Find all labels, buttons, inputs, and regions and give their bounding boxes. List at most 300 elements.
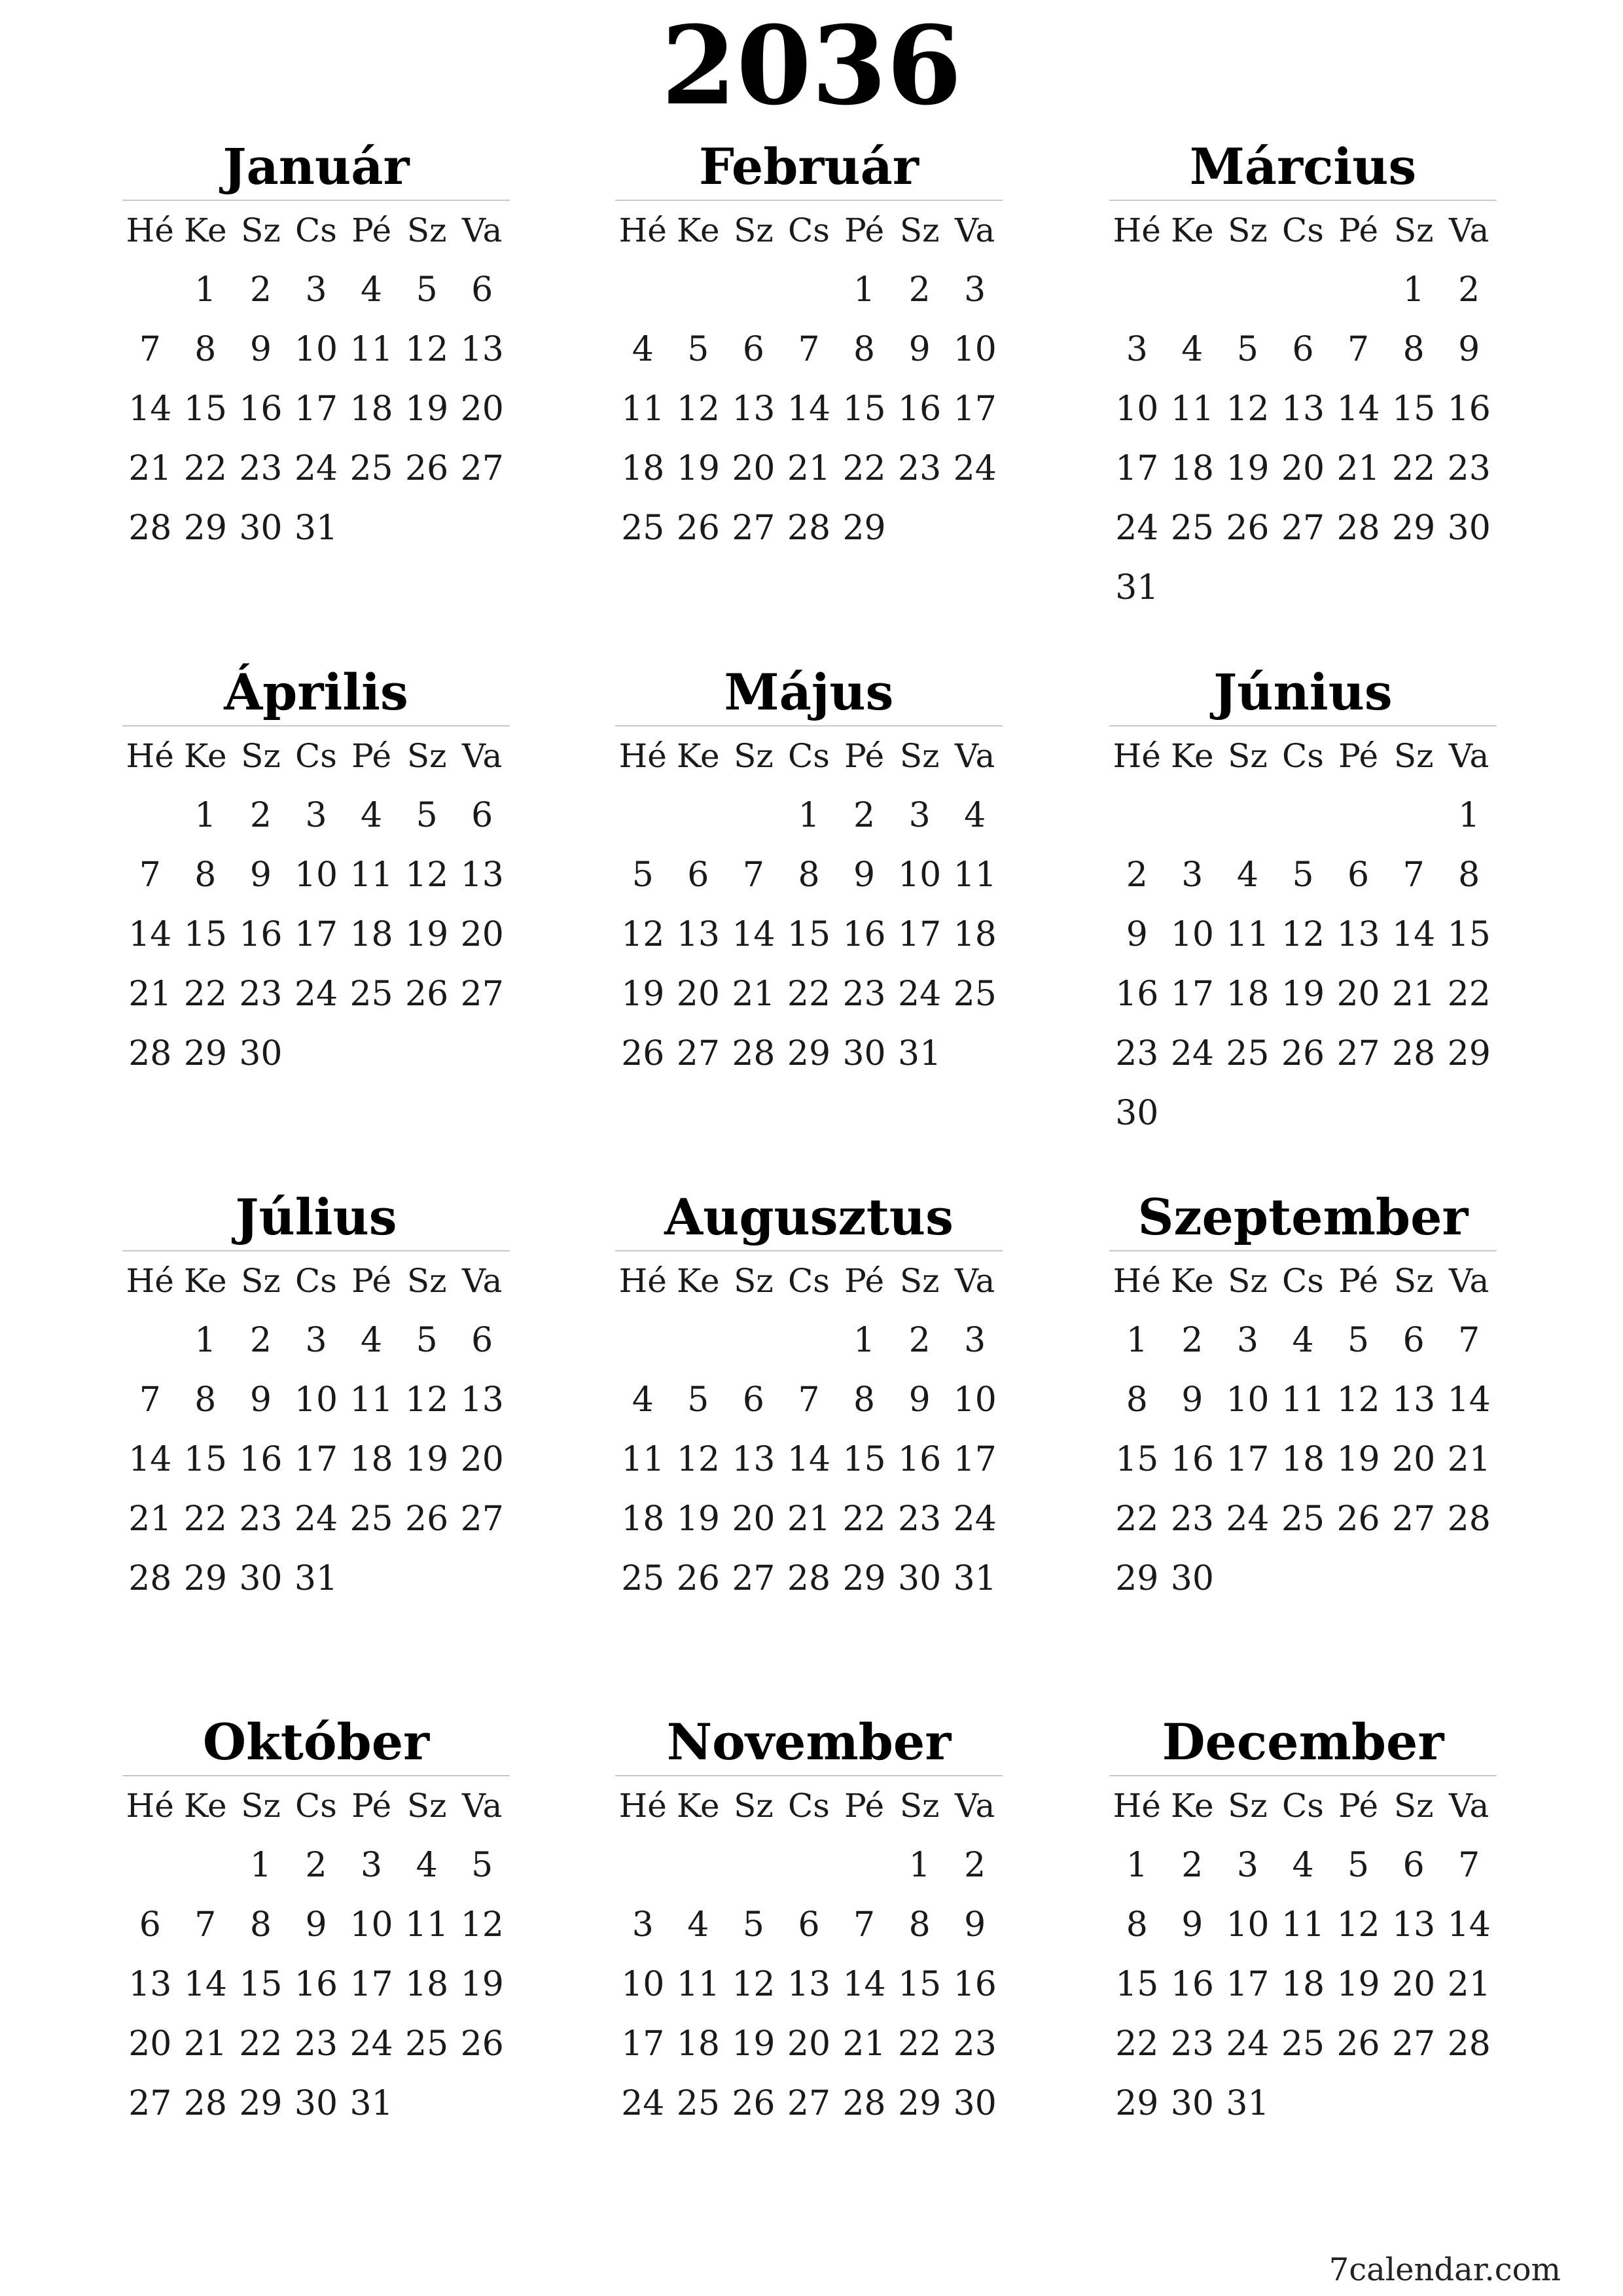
month-block bbox=[122, 1710, 510, 2134]
day-cell: 5 bbox=[471, 1846, 493, 1885]
day-cell: 14 bbox=[842, 1965, 886, 2004]
month-block bbox=[615, 660, 1003, 1084]
day-cell: 18 bbox=[1226, 975, 1270, 1014]
day-cell: 1 bbox=[1126, 1321, 1148, 1360]
day-cell: 11 bbox=[349, 855, 393, 895]
day-cell: 17 bbox=[953, 1440, 997, 1479]
weekday-header: Hé bbox=[126, 1262, 174, 1300]
day-grid bbox=[1109, 1776, 1497, 2134]
day-cell: 29 bbox=[1115, 2084, 1159, 2123]
day-cell: 21 bbox=[787, 449, 831, 488]
day-cell: 4 bbox=[1236, 855, 1258, 895]
day-cell: 3 bbox=[1236, 1846, 1258, 1885]
day-cell: 10 bbox=[349, 1905, 393, 1945]
day-cell: 5 bbox=[687, 330, 709, 369]
day-cell: 12 bbox=[405, 1380, 449, 1420]
day-cell: 5 bbox=[416, 796, 438, 835]
weekday-header: Pé bbox=[1338, 1262, 1379, 1300]
weekday-header: Hé bbox=[618, 1262, 667, 1300]
day-cell: 30 bbox=[1170, 1559, 1214, 1598]
day-cell: 14 bbox=[787, 1440, 831, 1479]
day-cell: 16 bbox=[1170, 1440, 1214, 1479]
day-cell: 26 bbox=[1336, 1499, 1380, 1539]
day-cell: 25 bbox=[676, 2084, 720, 2123]
day-cell: 1 bbox=[798, 796, 820, 835]
day-cell: 28 bbox=[1392, 1034, 1436, 1073]
day-cell: 29 bbox=[842, 509, 886, 548]
day-cell: 22 bbox=[1392, 449, 1436, 488]
day-cell: 18 bbox=[953, 915, 997, 954]
day-cell: 4 bbox=[1292, 1846, 1314, 1885]
day-cell: 4 bbox=[964, 796, 986, 835]
empty-day-cell bbox=[1330, 260, 1386, 320]
day-cell: 24 bbox=[1226, 2024, 1270, 2064]
weekday-header: Cs bbox=[1282, 1787, 1324, 1825]
day-cell: 7 bbox=[1458, 1846, 1480, 1885]
day-cell: 19 bbox=[405, 389, 449, 429]
empty-day-cell bbox=[122, 786, 178, 846]
month-title: Március bbox=[1189, 137, 1417, 196]
day-cell: 8 bbox=[798, 855, 820, 895]
day-cell: 17 bbox=[1226, 1965, 1270, 2004]
day-cell: 14 bbox=[128, 389, 172, 429]
day-cell: 30 bbox=[1170, 2084, 1214, 2123]
day-cell: 28 bbox=[732, 1034, 776, 1073]
empty-day-cell bbox=[671, 786, 726, 846]
day-cell: 13 bbox=[732, 389, 776, 429]
day-cell: 29 bbox=[183, 1034, 227, 1073]
day-cell: 6 bbox=[471, 796, 493, 835]
empty-day-cell bbox=[122, 1311, 178, 1371]
weekday-header: Cs bbox=[295, 1787, 337, 1825]
empty-day-cell bbox=[615, 786, 671, 846]
weekday-header: Cs bbox=[295, 737, 337, 775]
day-cell: 23 bbox=[898, 449, 942, 488]
day-cell: 19 bbox=[405, 1440, 449, 1479]
day-cell: 12 bbox=[405, 330, 449, 369]
day-cell: 10 bbox=[953, 1380, 997, 1420]
day-cell: 25 bbox=[953, 975, 997, 1014]
day-cell: 20 bbox=[676, 975, 720, 1014]
day-cell: 5 bbox=[742, 1905, 764, 1945]
day-cell: 30 bbox=[953, 2084, 997, 2123]
day-cell: 11 bbox=[405, 1905, 449, 1945]
weekday-header: Ke bbox=[1171, 1262, 1214, 1300]
day-cell: 10 bbox=[621, 1965, 665, 2004]
weekday-header: Pé bbox=[1338, 211, 1379, 249]
day-cell: 16 bbox=[294, 1965, 338, 2004]
day-cell: 20 bbox=[732, 1499, 776, 1539]
empty-day-cell bbox=[1275, 786, 1331, 846]
day-cell: 21 bbox=[128, 449, 172, 488]
day-cell: 27 bbox=[460, 449, 504, 488]
weekday-header: Sz bbox=[734, 1262, 774, 1300]
day-cell: 3 bbox=[361, 1846, 383, 1885]
day-cell: 15 bbox=[1447, 915, 1491, 954]
weekday-header: Pé bbox=[1338, 1787, 1379, 1825]
day-cell: 16 bbox=[898, 389, 942, 429]
day-cell: 2 bbox=[1126, 855, 1148, 895]
day-cell: 29 bbox=[842, 1559, 886, 1598]
day-cell: 28 bbox=[128, 509, 172, 548]
day-cell: 8 bbox=[1402, 330, 1425, 369]
weekday-header: Ke bbox=[184, 1262, 227, 1300]
day-cell: 1 bbox=[1458, 796, 1480, 835]
day-cell: 24 bbox=[621, 2084, 665, 2123]
day-cell: 5 bbox=[632, 855, 654, 895]
day-cell: 28 bbox=[787, 1559, 831, 1598]
weekday-header: Sz bbox=[899, 737, 940, 775]
day-cell: 25 bbox=[1226, 1034, 1270, 1073]
day-cell: 28 bbox=[842, 2084, 886, 2123]
empty-day-cell bbox=[781, 1836, 837, 1895]
month-title: November bbox=[666, 1713, 952, 1771]
day-cell: 27 bbox=[1281, 509, 1325, 548]
empty-day-cell bbox=[615, 1311, 671, 1371]
day-cell: 21 bbox=[1392, 975, 1436, 1014]
day-cell: 17 bbox=[953, 389, 997, 429]
day-cell: 23 bbox=[239, 449, 283, 488]
day-cell: 9 bbox=[908, 1380, 931, 1420]
day-cell: 20 bbox=[1392, 1440, 1436, 1479]
day-cell: 23 bbox=[1170, 2024, 1214, 2064]
day-cell: 2 bbox=[908, 270, 931, 310]
day-cell: 19 bbox=[1336, 1440, 1380, 1479]
day-cell: 18 bbox=[621, 449, 665, 488]
day-cell: 21 bbox=[787, 1499, 831, 1539]
day-cell: 26 bbox=[405, 1499, 449, 1539]
day-cell: 2 bbox=[853, 796, 876, 835]
weekday-header: Sz bbox=[734, 737, 774, 775]
day-cell: 29 bbox=[239, 2084, 283, 2123]
weekday-header: Ke bbox=[184, 737, 227, 775]
day-cell: 19 bbox=[621, 975, 665, 1014]
day-cell: 23 bbox=[1170, 1499, 1214, 1539]
day-cell: 30 bbox=[1447, 509, 1491, 548]
empty-day-cell bbox=[178, 1836, 234, 1895]
weekday-header: Ke bbox=[1171, 737, 1214, 775]
day-cell: 17 bbox=[1226, 1440, 1270, 1479]
day-cell: 22 bbox=[1447, 975, 1491, 1014]
day-cell: 3 bbox=[1126, 330, 1148, 369]
day-cell: 13 bbox=[676, 915, 720, 954]
day-cell: 12 bbox=[405, 855, 449, 895]
day-cell: 16 bbox=[898, 1440, 942, 1479]
day-cell: 31 bbox=[294, 509, 338, 548]
weekday-header: Sz bbox=[1393, 211, 1434, 249]
weekday-header: Ke bbox=[677, 1787, 720, 1825]
day-cell: 29 bbox=[1115, 1559, 1159, 1598]
day-cell: 5 bbox=[1347, 1846, 1370, 1885]
day-cell: 7 bbox=[742, 855, 764, 895]
day-cell: 3 bbox=[1181, 855, 1204, 895]
day-grid bbox=[615, 1251, 1003, 1609]
month-block bbox=[615, 1710, 1003, 2134]
weekday-header: Sz bbox=[1228, 737, 1268, 775]
day-cell: 24 bbox=[898, 975, 942, 1014]
day-cell: 26 bbox=[676, 509, 720, 548]
day-cell: 3 bbox=[964, 270, 986, 310]
day-cell: 31 bbox=[953, 1559, 997, 1598]
day-cell: 16 bbox=[1170, 1965, 1214, 2004]
day-cell: 9 bbox=[249, 330, 272, 369]
day-cell: 16 bbox=[1447, 389, 1491, 429]
day-cell: 23 bbox=[239, 1499, 283, 1539]
month-title: Július bbox=[235, 1188, 397, 1246]
weekday-header: Ke bbox=[677, 737, 720, 775]
day-cell: 2 bbox=[1181, 1846, 1204, 1885]
weekday-header: Cs bbox=[788, 1262, 830, 1300]
day-cell: 26 bbox=[1336, 2024, 1380, 2064]
day-cell: 14 bbox=[128, 915, 172, 954]
day-cell: 2 bbox=[1458, 270, 1480, 310]
day-cell: 1 bbox=[194, 270, 217, 310]
day-cell: 3 bbox=[1236, 1321, 1258, 1360]
day-cell: 25 bbox=[349, 1499, 393, 1539]
day-cell: 1 bbox=[194, 1321, 217, 1360]
day-cell: 4 bbox=[1181, 330, 1204, 369]
weekday-header: Va bbox=[462, 211, 503, 249]
day-cell: 4 bbox=[361, 1321, 383, 1360]
weekday-header: Ke bbox=[1171, 211, 1214, 249]
day-cell: 18 bbox=[676, 2024, 720, 2064]
day-cell: 3 bbox=[632, 1905, 654, 1945]
day-cell: 30 bbox=[239, 1034, 283, 1073]
day-cell: 10 bbox=[294, 855, 338, 895]
day-cell: 22 bbox=[898, 2024, 942, 2064]
day-cell: 14 bbox=[1392, 915, 1436, 954]
day-cell: 31 bbox=[294, 1559, 338, 1598]
day-cell: 23 bbox=[1447, 449, 1491, 488]
weekday-header: Va bbox=[462, 1262, 503, 1300]
day-cell: 31 bbox=[898, 1034, 942, 1073]
day-grid bbox=[122, 201, 510, 558]
day-cell: 26 bbox=[1281, 1034, 1325, 1073]
day-cell: 23 bbox=[239, 975, 283, 1014]
day-cell: 10 bbox=[1226, 1905, 1270, 1945]
day-cell: 20 bbox=[460, 389, 504, 429]
day-cell: 25 bbox=[1281, 2024, 1325, 2064]
weekday-header: Sz bbox=[241, 1262, 281, 1300]
day-cell: 17 bbox=[1115, 449, 1159, 488]
day-cell: 23 bbox=[898, 1499, 942, 1539]
weekday-header: Hé bbox=[1113, 1262, 1161, 1300]
day-cell: 26 bbox=[676, 1559, 720, 1598]
weekday-header: Pé bbox=[844, 1787, 885, 1825]
month-title: Június bbox=[1213, 663, 1393, 721]
day-cell: 6 bbox=[742, 1380, 764, 1420]
day-cell: 13 bbox=[1336, 915, 1380, 954]
empty-day-cell bbox=[122, 260, 178, 320]
day-cell: 10 bbox=[1170, 915, 1214, 954]
day-cell: 18 bbox=[349, 389, 393, 429]
day-grid bbox=[615, 726, 1003, 1084]
day-cell: 6 bbox=[1402, 1321, 1425, 1360]
day-cell: 22 bbox=[183, 1499, 227, 1539]
weekday-header: Va bbox=[1449, 211, 1489, 249]
day-cell: 16 bbox=[239, 915, 283, 954]
day-grid bbox=[615, 201, 1003, 558]
day-cell: 18 bbox=[1281, 1440, 1325, 1479]
day-cell: 9 bbox=[1126, 915, 1148, 954]
day-cell: 4 bbox=[632, 330, 654, 369]
day-cell: 13 bbox=[460, 1380, 504, 1420]
day-cell: 15 bbox=[842, 1440, 886, 1479]
day-cell: 4 bbox=[416, 1846, 438, 1885]
day-cell: 13 bbox=[1281, 389, 1325, 429]
day-cell: 20 bbox=[732, 449, 776, 488]
day-cell: 12 bbox=[460, 1905, 504, 1945]
weekday-header: Pé bbox=[351, 737, 392, 775]
day-cell: 6 bbox=[1402, 1846, 1425, 1885]
month-block bbox=[122, 660, 510, 1084]
day-cell: 23 bbox=[953, 2024, 997, 2064]
day-cell: 7 bbox=[139, 855, 161, 895]
day-cell: 14 bbox=[732, 915, 776, 954]
weekday-header: Sz bbox=[1393, 1262, 1434, 1300]
day-cell: 9 bbox=[249, 855, 272, 895]
day-cell: 5 bbox=[1347, 1321, 1370, 1360]
day-cell: 24 bbox=[294, 449, 338, 488]
empty-day-cell bbox=[671, 1311, 726, 1371]
weekday-header: Sz bbox=[241, 737, 281, 775]
day-grid bbox=[122, 726, 510, 1084]
day-cell: 1 bbox=[853, 270, 876, 310]
day-cell: 21 bbox=[842, 2024, 886, 2064]
month-title: Augusztus bbox=[664, 1188, 954, 1246]
day-cell: 26 bbox=[405, 975, 449, 1014]
month-title: Április bbox=[224, 663, 408, 721]
day-cell: 17 bbox=[1170, 975, 1214, 1014]
day-cell: 14 bbox=[128, 1440, 172, 1479]
day-cell: 22 bbox=[1115, 1499, 1159, 1539]
day-cell: 4 bbox=[632, 1380, 654, 1420]
day-cell: 27 bbox=[732, 1559, 776, 1598]
month-block bbox=[1109, 1710, 1497, 2134]
day-cell: 18 bbox=[1281, 1965, 1325, 2004]
day-cell: 21 bbox=[1336, 449, 1380, 488]
day-cell: 19 bbox=[405, 915, 449, 954]
day-cell: 16 bbox=[1115, 975, 1159, 1014]
day-cell: 14 bbox=[1336, 389, 1380, 429]
empty-day-cell bbox=[1386, 786, 1442, 846]
day-cell: 11 bbox=[349, 330, 393, 369]
day-cell: 25 bbox=[405, 2024, 449, 2064]
day-cell: 5 bbox=[1236, 330, 1258, 369]
weekday-header: Va bbox=[462, 737, 503, 775]
day-cell: 17 bbox=[349, 1965, 393, 2004]
day-cell: 20 bbox=[1392, 1965, 1436, 2004]
day-cell: 24 bbox=[294, 1499, 338, 1539]
day-cell: 13 bbox=[1392, 1905, 1436, 1945]
weekday-header: Sz bbox=[734, 211, 774, 249]
day-cell: 20 bbox=[1281, 449, 1325, 488]
day-cell: 8 bbox=[1126, 1905, 1148, 1945]
day-cell: 29 bbox=[183, 509, 227, 548]
weekday-header: Ke bbox=[184, 1787, 227, 1825]
day-cell: 31 bbox=[1226, 2084, 1270, 2123]
day-cell: 23 bbox=[842, 975, 886, 1014]
month-title: Február bbox=[699, 137, 919, 196]
day-cell: 11 bbox=[1281, 1380, 1325, 1420]
day-cell: 7 bbox=[139, 1380, 161, 1420]
empty-day-cell bbox=[1220, 260, 1275, 320]
day-cell: 15 bbox=[239, 1965, 283, 2004]
day-cell: 20 bbox=[787, 2024, 831, 2064]
weekday-header: Va bbox=[955, 1787, 995, 1825]
day-cell: 8 bbox=[1126, 1380, 1148, 1420]
weekday-header: Sz bbox=[1393, 737, 1434, 775]
day-cell: 8 bbox=[853, 330, 876, 369]
day-cell: 19 bbox=[1226, 449, 1270, 488]
day-cell: 29 bbox=[1392, 509, 1436, 548]
day-cell: 27 bbox=[1336, 1034, 1380, 1073]
day-grid bbox=[1109, 1251, 1497, 1609]
day-cell: 21 bbox=[1447, 1965, 1491, 2004]
day-cell: 27 bbox=[460, 1499, 504, 1539]
month-block bbox=[1109, 1185, 1497, 1609]
day-cell: 18 bbox=[621, 1499, 665, 1539]
day-cell: 24 bbox=[294, 975, 338, 1014]
day-cell: 27 bbox=[732, 509, 776, 548]
day-cell: 24 bbox=[349, 2024, 393, 2064]
day-cell: 20 bbox=[128, 2024, 172, 2064]
day-cell: 7 bbox=[1347, 330, 1370, 369]
day-cell: 9 bbox=[1181, 1905, 1204, 1945]
weekday-header: Ke bbox=[184, 211, 227, 249]
day-cell: 21 bbox=[128, 1499, 172, 1539]
day-cell: 12 bbox=[676, 389, 720, 429]
day-grid bbox=[1109, 201, 1497, 618]
day-cell: 8 bbox=[1458, 855, 1480, 895]
day-cell: 11 bbox=[676, 1965, 720, 2004]
weekday-header: Va bbox=[1449, 1787, 1489, 1825]
day-cell: 2 bbox=[908, 1321, 931, 1360]
weekday-header: Cs bbox=[788, 737, 830, 775]
empty-day-cell bbox=[726, 1311, 781, 1371]
day-cell: 26 bbox=[405, 449, 449, 488]
day-cell: 1 bbox=[908, 1846, 931, 1885]
day-cell: 27 bbox=[676, 1034, 720, 1073]
weekday-header: Sz bbox=[1228, 1262, 1268, 1300]
weekday-header: Va bbox=[1449, 737, 1489, 775]
day-cell: 22 bbox=[183, 975, 227, 1014]
day-cell: 12 bbox=[1336, 1905, 1380, 1945]
year-title: 2036 bbox=[661, 2, 962, 129]
day-cell: 30 bbox=[239, 509, 283, 548]
day-cell: 18 bbox=[349, 1440, 393, 1479]
day-cell: 24 bbox=[953, 1499, 997, 1539]
day-cell: 11 bbox=[349, 1380, 393, 1420]
weekday-header: Hé bbox=[1113, 211, 1161, 249]
day-cell: 28 bbox=[128, 1034, 172, 1073]
day-cell: 21 bbox=[1447, 1440, 1491, 1479]
day-grid bbox=[122, 1776, 510, 2134]
month-block bbox=[122, 1185, 510, 1609]
empty-day-cell bbox=[781, 260, 837, 320]
day-cell: 15 bbox=[898, 1965, 942, 2004]
day-cell: 28 bbox=[1336, 509, 1380, 548]
day-cell: 7 bbox=[798, 330, 820, 369]
day-cell: 11 bbox=[1281, 1905, 1325, 1945]
day-cell: 17 bbox=[294, 1440, 338, 1479]
weekday-header: Pé bbox=[1338, 737, 1379, 775]
day-cell: 4 bbox=[1292, 1321, 1314, 1360]
weekday-header: Sz bbox=[1228, 1787, 1268, 1825]
weekday-header: Ke bbox=[1171, 1787, 1214, 1825]
day-cell: 12 bbox=[1226, 389, 1270, 429]
day-cell: 20 bbox=[1336, 975, 1380, 1014]
